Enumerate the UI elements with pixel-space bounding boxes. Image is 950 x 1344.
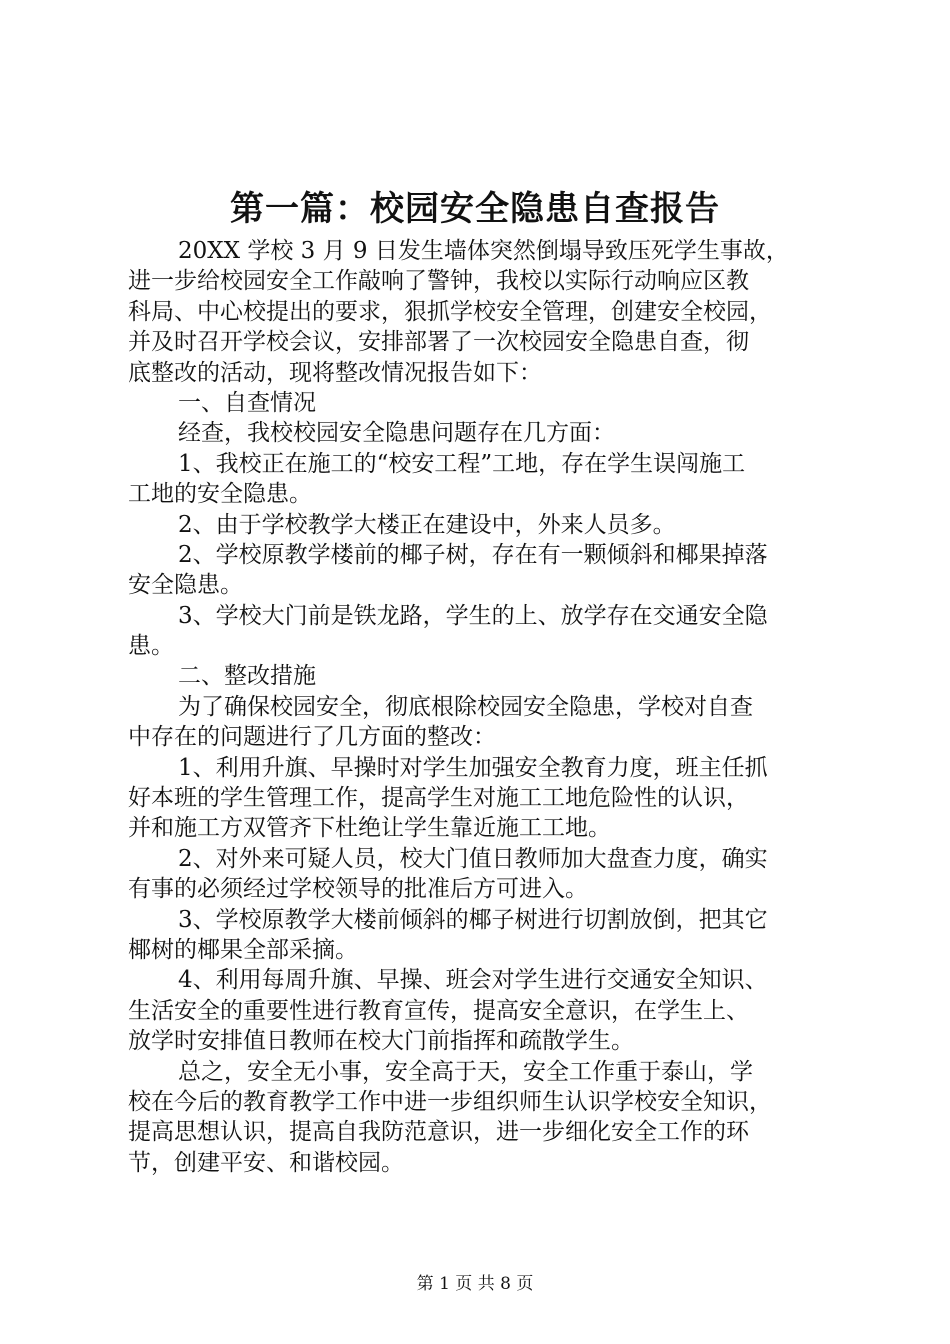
list-item-line: 并和施工方双管齐下杜绝让学生靠近施工工地。 (128, 815, 611, 842)
list-item-line: 患。 (128, 633, 174, 660)
paragraph-line: 并及时召开学校会议，安排部署了一次校园安全隐患自查，彻 (128, 329, 749, 356)
list-item-line: 生活安全的重要性进行教育宣传，提高安全意识，在学生上、 (128, 997, 749, 1024)
list-item-line: 2、由于学校教学大楼正在建设中，外来人员多。 (178, 511, 676, 538)
list-item-line: 2、对外来可疑人员，校大门值日教师加大盘查力度，确实 (178, 845, 768, 872)
paragraph-line: 科局、中心校提出的要求，狠抓学校安全管理，创建安全校园， (128, 298, 772, 325)
document-body (128, 236, 832, 1178)
list-item-line: 2、学校原教学楼前的椰子树，存在有一颗倾斜和椰果掉落 (178, 541, 768, 568)
list-item-line: 有事的必须经过学校领导的批准后方可进入。 (128, 876, 588, 903)
section-heading: 一、自查情况 (178, 389, 316, 416)
paragraph-line: 总之，安全无小事，安全高于天，安全工作重于泰山，学 (178, 1058, 753, 1085)
list-item-line: 好本班的学生管理工作，提高学生对施工工地危险性的认识， (128, 785, 749, 812)
paragraph-line: 校在今后的教育教学工作中进一步组织师生认识学校安全知识， (128, 1088, 772, 1115)
list-item-line: 3、学校原教学大楼前倾斜的椰子树进行切割放倒，把其它 (178, 906, 768, 933)
list-item-line: 4、利用每周升旗、早操、班会对学生进行交通安全知识、 (178, 967, 768, 994)
section-heading: 二、整改措施 (178, 663, 316, 690)
paragraph-line: 为了确保校园安全，彻底根除校园安全隐患，学校对自查 (178, 693, 753, 720)
page-footer: 第 1 页 共 8 页 (416, 1274, 534, 1294)
list-item-line: 安全隐患。 (128, 572, 243, 599)
paragraph-line: 节，创建平安、和谐校园。 (128, 1149, 404, 1176)
list-item-line: 1、利用升旗、早操时对学生加强安全教育力度，班主任抓 (178, 754, 768, 781)
paragraph-line: 经查，我校校园安全隐患问题存在几方面： (178, 420, 615, 447)
paragraph-line: 20XX 学校 3 月 9 日发生墙体突然倒塌导致压死学生事故， (178, 238, 789, 264)
list-item-line: 1、我校正在施工的“校安工程”工地，存在学生误闯施工 (178, 450, 746, 477)
paragraph-line: 底整改的活动，现将整改情况报告如下： (128, 359, 542, 386)
document-title: 第一篇：校园安全隐患自查报告 (230, 189, 720, 229)
list-item-line: 放学时安排值日教师在校大门前指挥和疏散学生。 (128, 1028, 634, 1055)
paragraph-line: 中存在的问题进行了几方面的整改： (128, 724, 496, 751)
list-item-line: 椰树的椰果全部采摘。 (128, 936, 358, 963)
paragraph-line: 进一步给校园安全工作敲响了警钟，我校以实际行动响应区教 (128, 268, 749, 295)
paragraph-line: 提高思想认识，提高自我防范意识，进一步细化安全工作的环 (128, 1119, 749, 1146)
list-item-line: 3、学校大门前是铁龙路，学生的上、放学存在交通安全隐 (178, 602, 768, 629)
list-item-line: 工地的安全隐患。 (128, 481, 312, 508)
